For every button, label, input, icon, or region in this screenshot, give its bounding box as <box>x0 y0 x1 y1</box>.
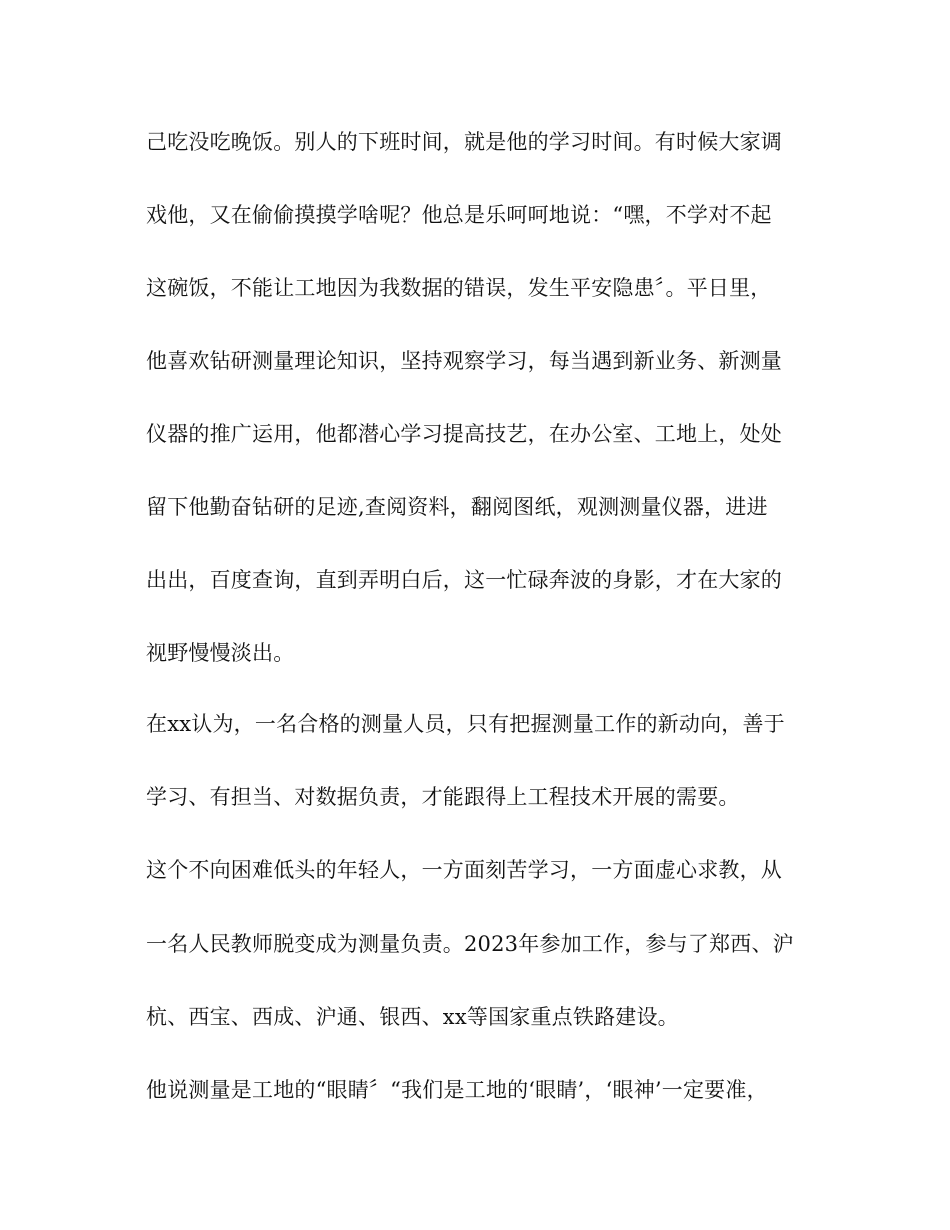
text-line: 视野慢慢淡出。 <box>146 641 295 665</box>
text-line: 仪器的推广运用，他都潜心学习提高技艺，在办公室、工地上，处处 <box>146 422 782 446</box>
text-line: 学习、有担当、对数据负责，才能跟得上工程技术开展的需要。 <box>146 785 740 809</box>
text-line: 己吃没吃晚饭。别人的下班时间，就是他的学习时间。有时候大家调 <box>146 130 782 154</box>
text-line: 在xx认为，一名合格的测量人员，只有把握测量工作的新动向，善于 <box>146 712 785 736</box>
text-line: 他说测量是工地的“眼睛〞“我们是工地的‘眼睛’，‘眼神’一定要准， <box>146 1078 768 1102</box>
text-line: 他喜欢钻研测量理论知识，坚持观察学习，每当遇到新业务、新测量 <box>146 349 782 373</box>
text-line: 戏他，又在偷偷摸摸学啥呢？他总是乐呵呵地说：“嘿，不学对不起 <box>146 203 772 227</box>
text-line: 这个不向困难低头的年轻人，一方面刻苦学习，一方面虚心求教，从 <box>146 858 782 882</box>
text-line: 杭、西宝、西成、沪通、银西、xx等国家重点铁路建设。 <box>146 1005 679 1029</box>
text-line: 留下他勤奋钻研的足迹,查阅资料，翻阅图纸，观测测量仪器，进进 <box>146 495 768 519</box>
text-line: 一名人民教师脱变成为测量负责。2023年参加工作，参与了郑西、沪 <box>146 932 794 956</box>
text-line: 出出，百度查询，直到弄明白后，这一忙碌奔波的身影，才在大家的 <box>146 568 782 592</box>
text-line: 这碗饭，不能让工地因为我数据的错误，发生平安隐患〞。平日里， <box>146 276 772 300</box>
